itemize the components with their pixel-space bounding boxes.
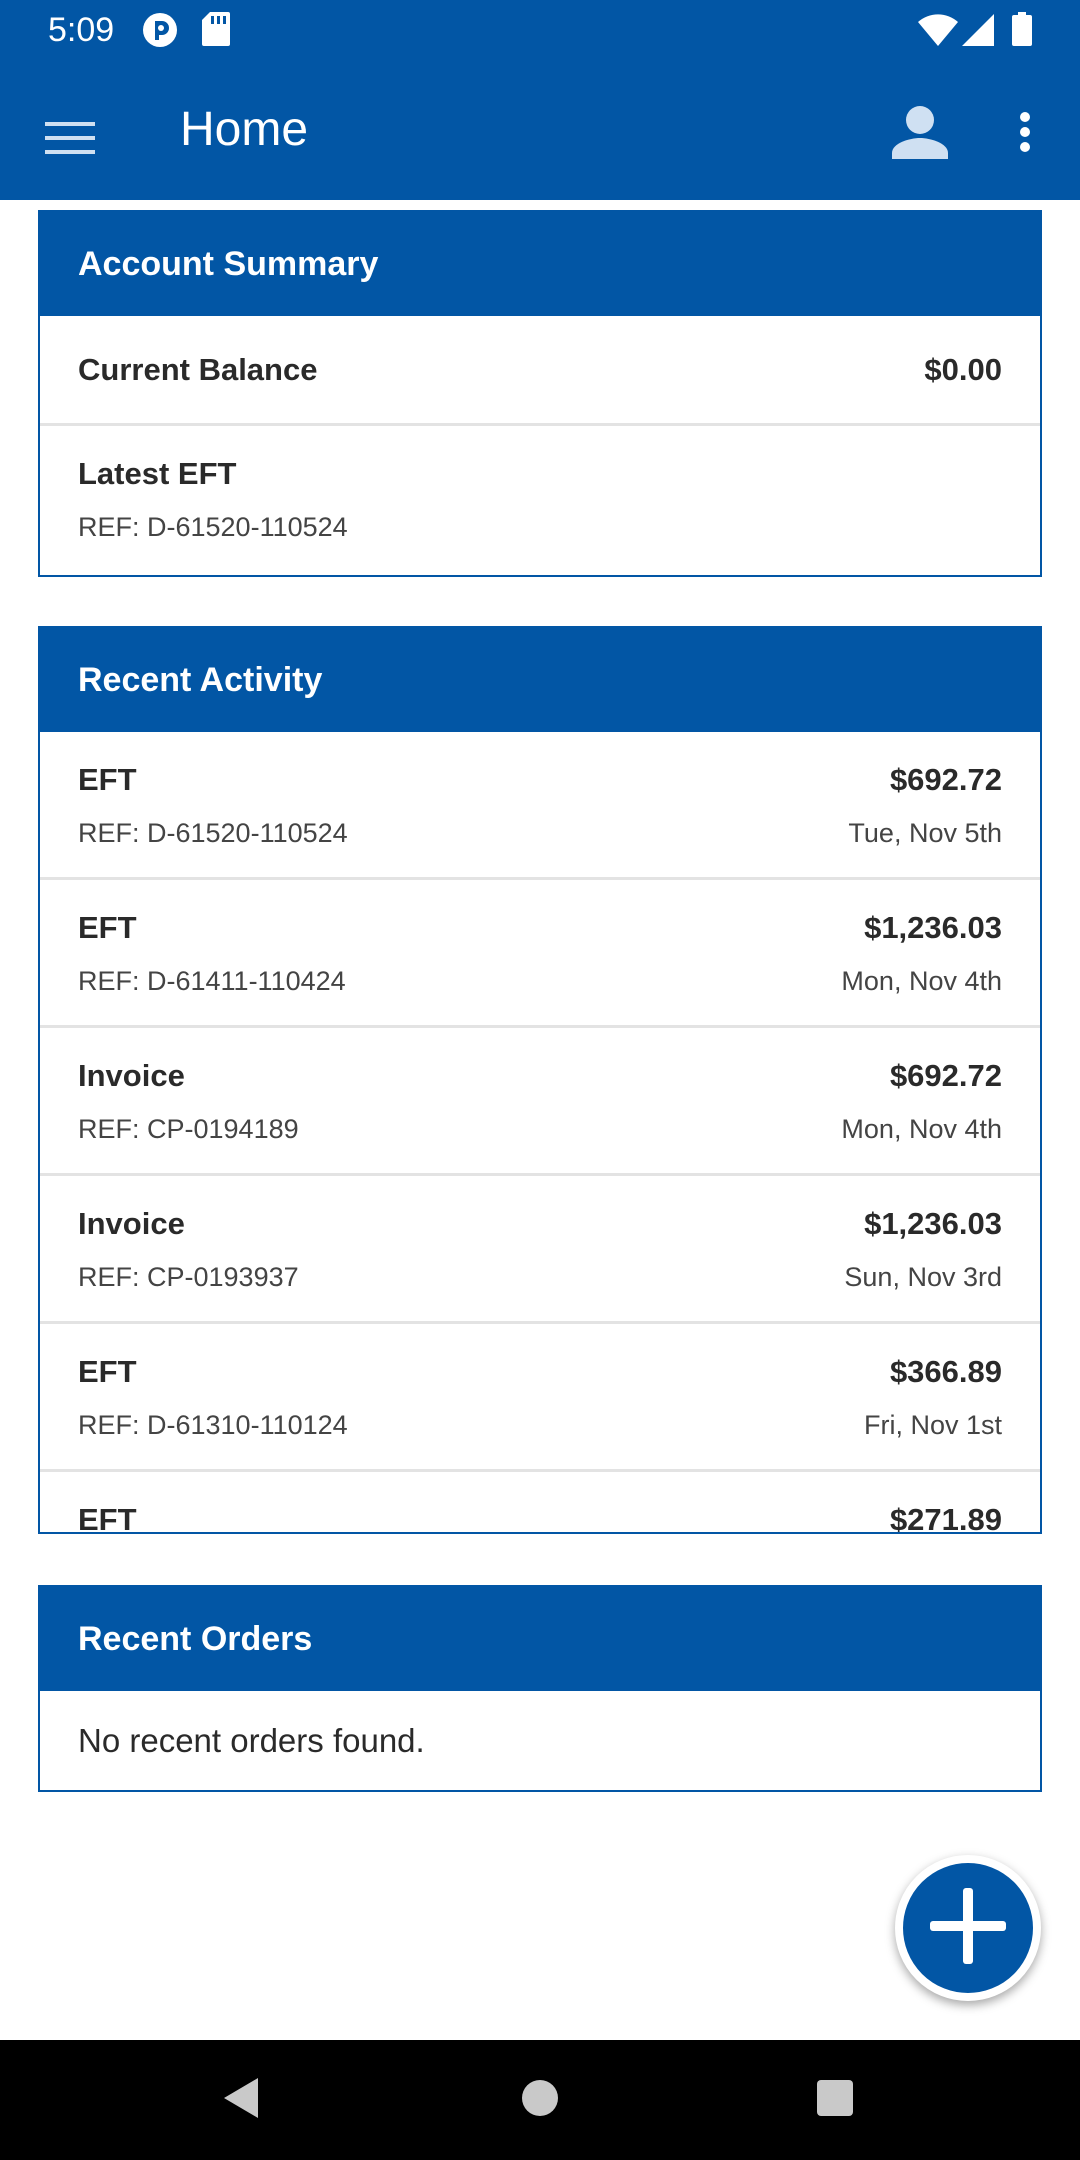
profile-button[interactable] <box>880 94 960 174</box>
activity-amount: $1,236.03 <box>864 1206 1002 1241</box>
home-button[interactable] <box>500 2060 580 2140</box>
activity-amount: $271.89 <box>889 1502 1002 1532</box>
more-options-button[interactable] <box>1000 94 1050 174</box>
data-saver-icon <box>142 12 178 53</box>
system-nav-bar <box>0 2040 1080 2160</box>
activity-ref: REF: CP-0194189 <box>78 1114 299 1144</box>
sd-card-icon <box>202 12 230 51</box>
activity-ref: REF: CP-0193937 <box>78 1262 299 1292</box>
list-item[interactable] <box>40 880 1040 1028</box>
activity-type: Invoice <box>78 1206 185 1241</box>
activity-type: EFT <box>78 762 137 797</box>
current-balance-label: Current Balance <box>78 352 318 387</box>
recent-orders-header: Recent Orders <box>40 1587 1040 1691</box>
current-balance-row[interactable] <box>40 316 1040 426</box>
account-summary-card <box>38 210 1042 577</box>
current-balance-value: $0.00 <box>924 352 1002 387</box>
activity-type: EFT <box>78 1502 137 1532</box>
activity-amount: $1,236.03 <box>864 910 1002 945</box>
list-item[interactable] <box>40 732 1040 880</box>
account-icon <box>892 105 948 164</box>
home-icon <box>520 2078 560 2123</box>
recent-activity-header: Recent Activity <box>40 628 1040 732</box>
back-button[interactable] <box>200 2060 280 2140</box>
status-time: 5:09 <box>48 11 115 49</box>
recent-orders-empty-row <box>40 1691 1040 1790</box>
status-bar <box>0 0 1080 60</box>
list-item[interactable] <box>40 1472 1040 1532</box>
activity-ref: REF: D-61310-110124 <box>78 1410 348 1440</box>
battery-icon <box>1012 12 1032 51</box>
activity-type: EFT <box>78 1354 137 1389</box>
activity-ref: REF: D-61411-110424 <box>78 966 346 996</box>
recent-activity-list[interactable] <box>40 732 1040 1532</box>
app-bar <box>0 60 1080 200</box>
list-item[interactable] <box>40 1324 1040 1472</box>
recent-activity-card <box>38 626 1042 1534</box>
empty-state-text: No recent orders found. <box>78 1721 425 1759</box>
activity-amount: $366.89 <box>889 1354 1002 1389</box>
activity-date: Fri, Nov 1st <box>863 1410 1002 1440</box>
page-title: Home <box>180 103 309 156</box>
back-icon <box>220 2076 260 2125</box>
recents-button[interactable] <box>795 2060 875 2140</box>
menu-button[interactable] <box>30 100 110 180</box>
activity-date: Mon, Nov 4th <box>841 1114 1002 1144</box>
latest-eft-label: Latest EFT <box>78 456 237 491</box>
latest-eft-row[interactable] <box>40 426 1040 574</box>
signal-icon <box>962 14 994 51</box>
activity-type: EFT <box>78 910 137 945</box>
recents-icon <box>815 2078 855 2123</box>
add-fab-button[interactable] <box>895 1855 1041 2001</box>
latest-eft-ref: REF: D-61520-110524 <box>78 512 348 542</box>
activity-ref: REF: D-61520-110524 <box>78 818 348 848</box>
activity-amount: $692.72 <box>889 1058 1002 1093</box>
activity-date: Tue, Nov 5th <box>848 818 1002 848</box>
top-bar <box>0 0 1080 200</box>
activity-date: Sun, Nov 3rd <box>844 1262 1002 1292</box>
wifi-icon <box>918 14 958 51</box>
list-item[interactable] <box>40 1176 1040 1324</box>
activity-type: Invoice <box>78 1058 185 1093</box>
activity-date: Mon, Nov 4th <box>841 966 1002 996</box>
recent-orders-card <box>38 1585 1042 1792</box>
account-summary-header: Account Summary <box>40 212 1040 316</box>
more-vert-icon <box>1019 111 1031 158</box>
list-item[interactable] <box>40 1028 1040 1176</box>
activity-amount: $692.72 <box>889 762 1002 797</box>
menu-icon <box>45 120 95 161</box>
add-icon <box>930 1888 1006 1969</box>
